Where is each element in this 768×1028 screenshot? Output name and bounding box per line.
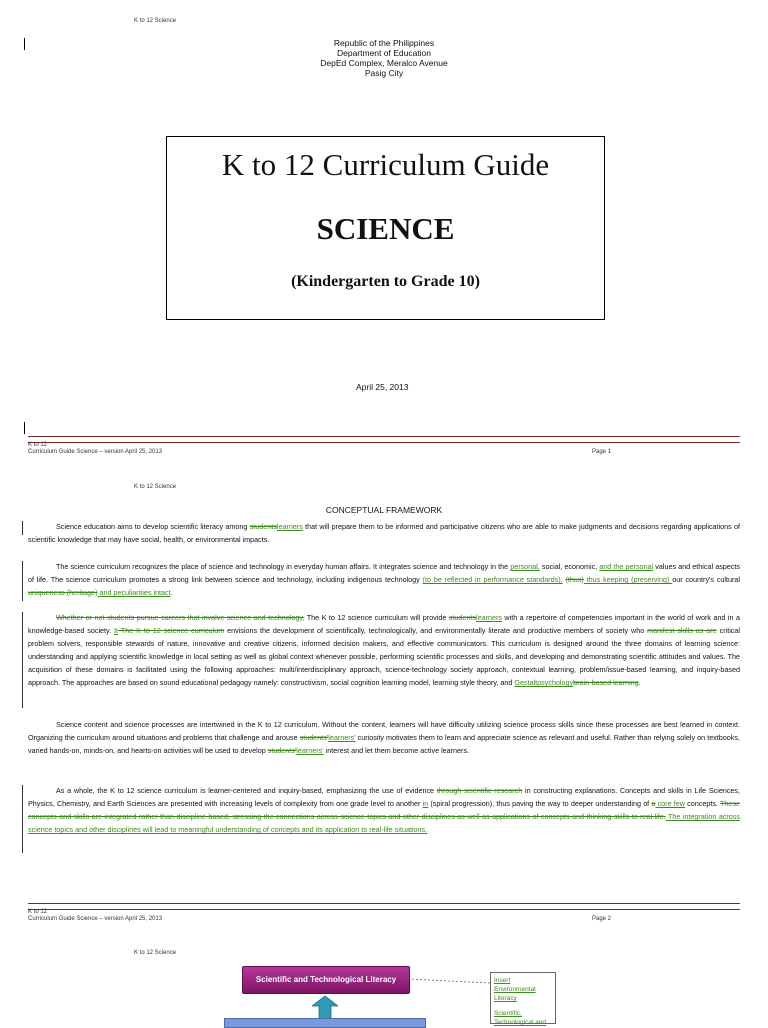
revision-marker (22, 612, 23, 708)
footer-version: Curriculum Guide Science – version April 25, 2013 (28, 916, 163, 922)
letterhead-line: Department of Education (336, 48, 432, 58)
revision-marker (22, 521, 23, 535)
subject-title: SCIENCE (316, 211, 455, 246)
letterhead-line: Pasig City (364, 68, 404, 78)
paragraph-2: The science curriculum recognizes the place of science and technology in everyday human affairs. It integrates science and technology in the personal, social, economic, and the personal values and ethical aspects of life. The science curriculum promotes a strong link between science and technology, including indigenous technology (to be reflected in performance standards), (thus) thus keeping (preserving) our country's cultural uniqueness (heritage) and peculiarities intact. (28, 562, 741, 597)
deleted-text: students (249, 522, 277, 531)
document-title: K to 12 Curriculum Guide (221, 147, 550, 182)
footer-label: K to 12 (28, 909, 48, 915)
title-box (166, 136, 605, 320)
page-header: K to 12 Science (134, 484, 177, 490)
inserted-text: learners (276, 522, 303, 531)
literacy-box (242, 966, 410, 994)
document-date: April 25, 2013 (356, 382, 409, 392)
literacy-box-label: Scientific and Technological Literacy (255, 975, 397, 984)
paragraph-3: Whether or not students pursue careers that involve science and technology, The K to 12 science curriculum will provide studentslearners with a repertoire of competencies important in the world of work and in a knowledge-based society. It The K to 12 science curriculum envisions the development of scientifically, technologically, and environmentally literate and productive members of society who manifest skills as are critical problem solvers, responsible stewards of nature, innovative and creative citizens, informed decision makers, and effective communicators. This curriculum is designed around the three domains of learning science: understanding and applying scientific knowledge in local setting as well as global context whenever possible, performing scientific processes and skills, and developing and demonstrating scientific attitudes and values. The acquisition of these domains is facilitated using the following approaches: multi/interdisciplinary approach, science-technology society approach, contextual learning, problem/issue-based learning, and inquiry-based approach. The approaches are based on sound educational pedagogy namely: constructivism, social cognition learning model, learning style theory, and Gestaltpsychologybrain-based learning. (28, 613, 740, 687)
paragraph-1: Science education aims to develop scientific literacy among studentslearners that will prepare them to be informed and participative citizens who are able to make judgments and decisions regarding applications of scientific knowledge that may have social, health, or environmental impacts. (28, 522, 740, 544)
revision-marker (22, 561, 23, 601)
base-box (224, 1018, 426, 1028)
comment-text: Scientific, Technological and (494, 1010, 547, 1026)
page-header: K to 12 Science (134, 950, 177, 956)
comment-connector (408, 974, 490, 988)
revision-marker (22, 785, 23, 853)
letterhead (0, 38, 768, 78)
text-cursor (24, 422, 25, 434)
grade-range: (Kindergarten to Grade 10) (291, 273, 480, 290)
letterhead-line: Republic of the Philippines (333, 38, 435, 48)
footer-rule (28, 436, 740, 443)
comment-balloon (490, 972, 556, 1024)
paragraph-4: Science content and science processes are intertwined in the K to 12 curriculum. Without the content, learners will have difficulty utilizing science process skills since these processes are best learned in context. Organizing the curriculum around situations and problems that challenge and arouse students'learners' curiosity motivates them to learn and appreciate science as relevant and useful. Rather than relying solely on textbooks, varied hands-on, minds-on, and hearts-on activities will be used to develop students'learners' interest and let them become active learners. (28, 720, 740, 755)
up-arrow-icon (312, 996, 338, 1020)
page-number: Page 1 (592, 449, 612, 455)
page-header: K to 12 Science (134, 18, 177, 24)
paragraph-5: As a whole, the K to 12 science curriculum is learner-centered and inquiry-based, emphasizing the use of evidence through scientific research in constructing explanations. Concepts and skills in Life Sciences, Physics, Chemistry, and Earth Sciences are presented with increasing levels of complexity from one grade level to another in (spiral progression), thus paving the way to deeper understanding of a core few concepts. These concepts and skills are integrated rather than discipline-based, stressing the connections across science topics and other disciplines as well as applications of concepts and thinking skills to real life. The integration across science topics and other disciplines will lead to meaningful understanding of concepts and its application to real-life situations. (28, 786, 740, 834)
comment-text: Insert Environmental Literacy (494, 977, 536, 1002)
footer-version: Curriculum Guide Science – version April 25, 2013 (28, 449, 163, 455)
letterhead-line: DepEd Complex, Meralco Avenue (320, 58, 448, 68)
section-heading: CONCEPTUAL FRAMEWORK (325, 505, 443, 515)
footer-label: K to 12 (28, 442, 48, 448)
footer-rule (28, 903, 740, 910)
page-number: Page 2 (592, 916, 612, 922)
